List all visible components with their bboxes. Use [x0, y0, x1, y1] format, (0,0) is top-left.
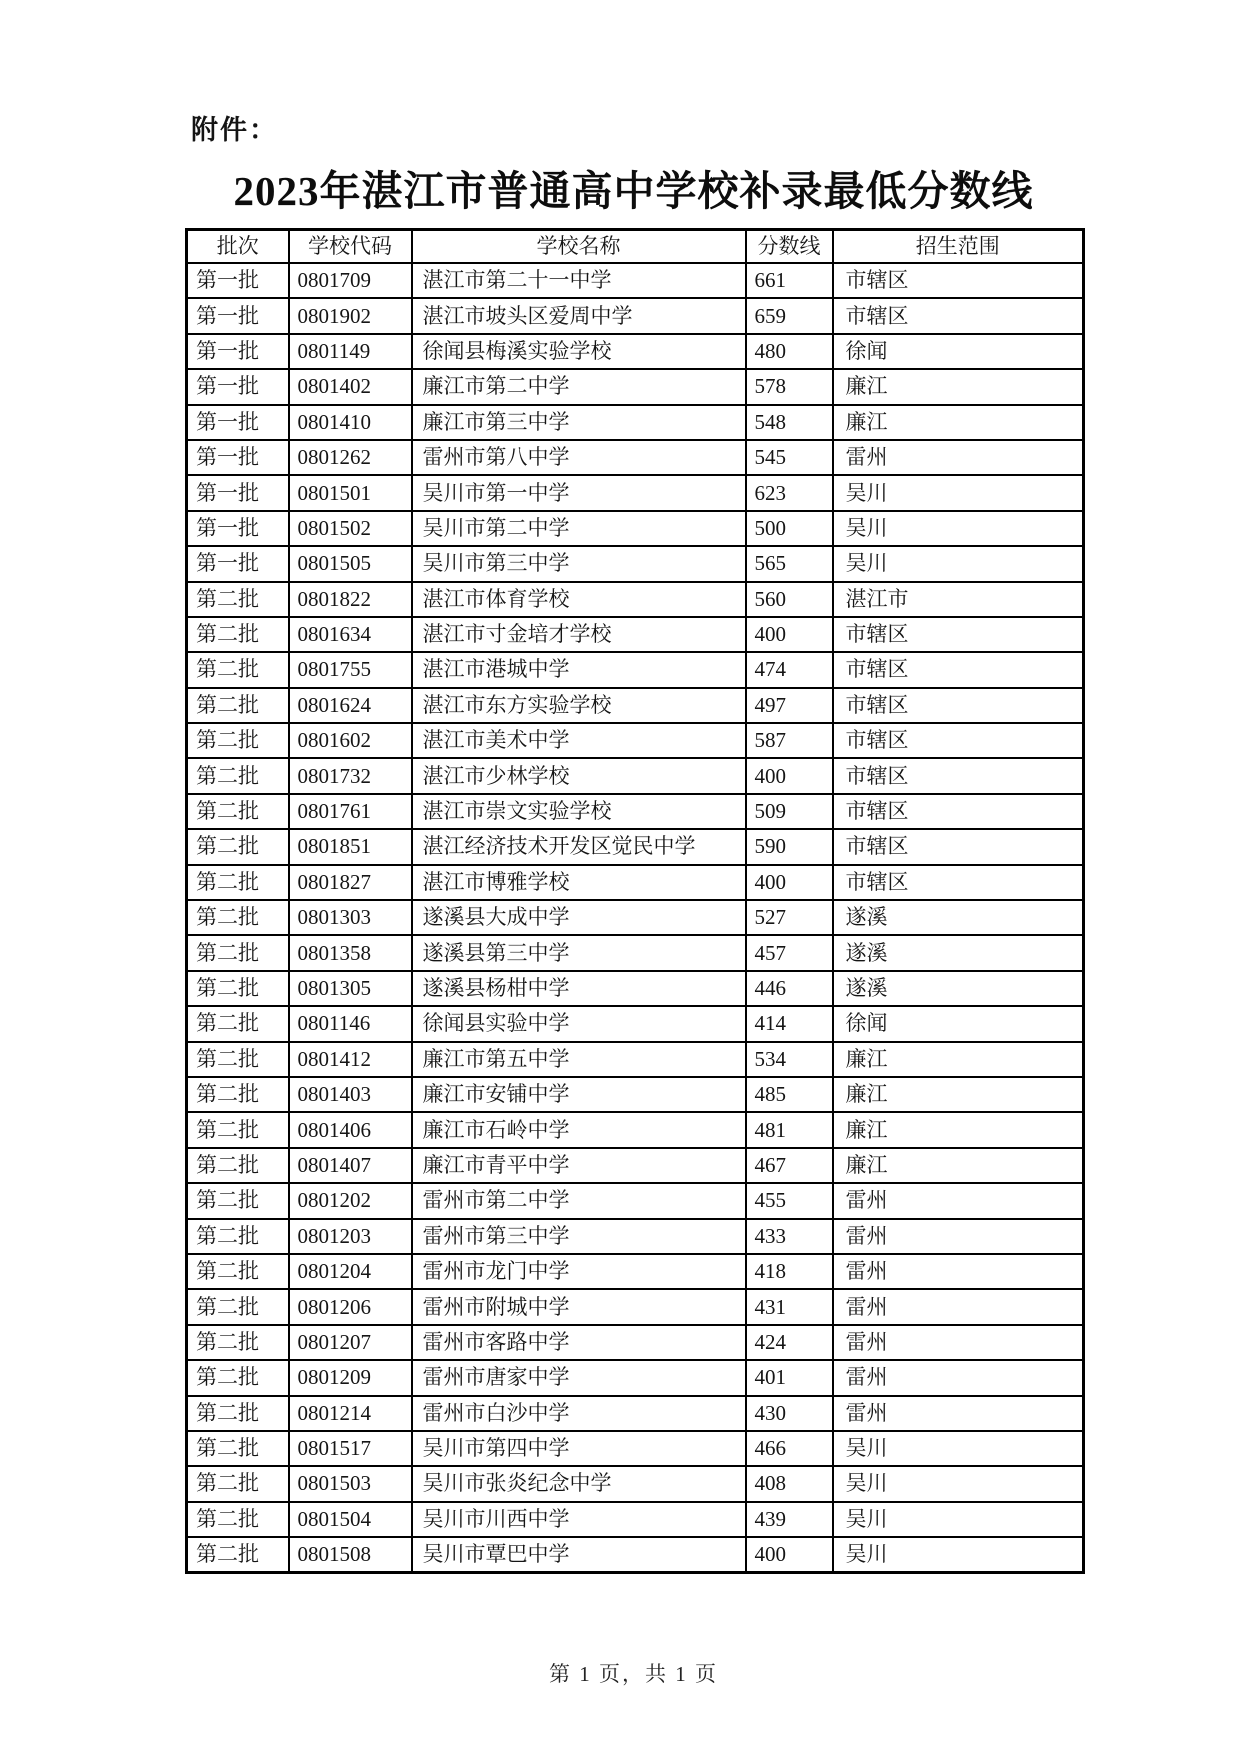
- batch-cell: 第二批: [187, 1431, 289, 1466]
- table-row: [187, 1289, 1084, 1324]
- score-cell: 457: [746, 935, 833, 970]
- school-name-cell: 吴川市川西中学: [412, 1502, 746, 1537]
- batch-cell: 第二批: [187, 1219, 289, 1254]
- table-row: [187, 829, 1084, 864]
- score-cell: 659: [746, 298, 833, 333]
- school-code-cell: 0801517: [289, 1431, 412, 1466]
- batch-cell: 第二批: [187, 758, 289, 793]
- table-row: [187, 511, 1084, 546]
- school-name-cell: 廉江市第五中学: [412, 1042, 746, 1077]
- header-batch: 批次: [187, 230, 289, 264]
- batch-cell: 第二批: [187, 1006, 289, 1041]
- batch-cell: 第一批: [187, 475, 289, 510]
- score-cell: 534: [746, 1042, 833, 1077]
- school-code-cell: 0801206: [289, 1289, 412, 1324]
- scope-cell: 雷州: [833, 440, 1084, 475]
- score-cell: 414: [746, 1006, 833, 1041]
- school-name-cell: 湛江市崇文实验学校: [412, 794, 746, 829]
- school-code-cell: 0801262: [289, 440, 412, 475]
- school-name-cell: 吴川市第三中学: [412, 546, 746, 581]
- batch-cell: 第二批: [187, 688, 289, 723]
- scope-cell: 市辖区: [833, 263, 1084, 298]
- score-cell: 590: [746, 829, 833, 864]
- score-cell: 480: [746, 334, 833, 369]
- table-row: [187, 1396, 1084, 1431]
- school-code-cell: 0801402: [289, 369, 412, 404]
- scope-cell: 吴川: [833, 1502, 1084, 1537]
- school-name-cell: 吴川市第四中学: [412, 1431, 746, 1466]
- school-code-cell: 0801412: [289, 1042, 412, 1077]
- table-row: [187, 1537, 1084, 1573]
- scope-cell: 市辖区: [833, 829, 1084, 864]
- score-cell: 500: [746, 511, 833, 546]
- table-row: [187, 298, 1084, 333]
- scope-cell: 雷州: [833, 1325, 1084, 1360]
- school-code-cell: 0801502: [289, 511, 412, 546]
- score-cell: 509: [746, 794, 833, 829]
- school-name-cell: 湛江市第二十一中学: [412, 263, 746, 298]
- score-cell: 400: [746, 617, 833, 652]
- score-cell: 431: [746, 1289, 833, 1324]
- scope-cell: 廉江: [833, 405, 1084, 440]
- score-cell: 401: [746, 1360, 833, 1395]
- school-name-cell: 廉江市第三中学: [412, 405, 746, 440]
- school-code-cell: 0801209: [289, 1360, 412, 1395]
- batch-cell: 第二批: [187, 1325, 289, 1360]
- batch-cell: 第二批: [187, 1183, 289, 1218]
- school-name-cell: 雷州市第八中学: [412, 440, 746, 475]
- school-code-cell: 0801851: [289, 829, 412, 864]
- table-row: [187, 617, 1084, 652]
- score-cell: 446: [746, 971, 833, 1006]
- scope-cell: 吴川: [833, 475, 1084, 510]
- table-row: [187, 688, 1084, 723]
- scope-cell: 雷州: [833, 1183, 1084, 1218]
- school-name-cell: 湛江市港城中学: [412, 652, 746, 687]
- school-code-cell: 0801204: [289, 1254, 412, 1289]
- scope-cell: 吴川: [833, 1537, 1084, 1573]
- score-cell: 548: [746, 405, 833, 440]
- attachment-label: 附件：: [191, 115, 278, 145]
- score-cell: 474: [746, 652, 833, 687]
- batch-cell: 第二批: [187, 1148, 289, 1183]
- school-code-cell: 0801149: [289, 334, 412, 369]
- table-row: [187, 440, 1084, 475]
- school-name-cell: 吴川市张炎纪念中学: [412, 1466, 746, 1501]
- table-row: [187, 1148, 1084, 1183]
- school-name-cell: 雷州市唐家中学: [412, 1360, 746, 1395]
- table-row: [187, 865, 1084, 900]
- batch-cell: 第二批: [187, 1042, 289, 1077]
- table-row: [187, 1360, 1084, 1395]
- batch-cell: 第二批: [187, 1502, 289, 1537]
- school-code-cell: 0801508: [289, 1537, 412, 1573]
- school-name-cell: 廉江市安铺中学: [412, 1077, 746, 1112]
- batch-cell: 第二批: [187, 1360, 289, 1395]
- header-school-name: 学校名称: [412, 230, 746, 264]
- school-code-cell: 0801501: [289, 475, 412, 510]
- batch-cell: 第二批: [187, 829, 289, 864]
- school-code-cell: 0801732: [289, 758, 412, 793]
- scope-cell: 市辖区: [833, 688, 1084, 723]
- batch-cell: 第二批: [187, 1289, 289, 1324]
- table-row: [187, 1006, 1084, 1041]
- scope-cell: 雷州: [833, 1360, 1084, 1395]
- score-cell: 418: [746, 1254, 833, 1289]
- table-row: [187, 334, 1084, 369]
- batch-cell: 第一批: [187, 546, 289, 581]
- school-code-cell: 0801822: [289, 582, 412, 617]
- scope-cell: 吴川: [833, 546, 1084, 581]
- table-row: [187, 1112, 1084, 1147]
- score-cell: 424: [746, 1325, 833, 1360]
- scope-cell: 徐闻: [833, 1006, 1084, 1041]
- batch-cell: 第一批: [187, 298, 289, 333]
- scope-cell: 雷州: [833, 1219, 1084, 1254]
- batch-cell: 第一批: [187, 440, 289, 475]
- scope-cell: 市辖区: [833, 794, 1084, 829]
- school-code-cell: 0801407: [289, 1148, 412, 1183]
- batch-cell: 第二批: [187, 617, 289, 652]
- school-name-cell: 湛江市坡头区爱周中学: [412, 298, 746, 333]
- scope-cell: 吴川: [833, 1431, 1084, 1466]
- table-row: [187, 971, 1084, 1006]
- batch-cell: 第一批: [187, 511, 289, 546]
- school-name-cell: 徐闻县实验中学: [412, 1006, 746, 1041]
- scope-cell: 湛江市: [833, 582, 1084, 617]
- scope-cell: 廉江: [833, 369, 1084, 404]
- table-row: [187, 1219, 1084, 1254]
- school-code-cell: 0801146: [289, 1006, 412, 1041]
- batch-cell: 第一批: [187, 263, 289, 298]
- school-name-cell: 雷州市附城中学: [412, 1289, 746, 1324]
- score-cell: 400: [746, 1537, 833, 1573]
- scope-cell: 雷州: [833, 1289, 1084, 1324]
- batch-cell: 第一批: [187, 334, 289, 369]
- batch-cell: 第二批: [187, 582, 289, 617]
- school-code-cell: 0801358: [289, 935, 412, 970]
- scope-cell: 雷州: [833, 1396, 1084, 1431]
- school-code-cell: 0801410: [289, 405, 412, 440]
- school-code-cell: 0801303: [289, 900, 412, 935]
- scores-table: [185, 228, 1085, 1574]
- scope-cell: 市辖区: [833, 617, 1084, 652]
- batch-cell: 第一批: [187, 405, 289, 440]
- school-code-cell: 0801634: [289, 617, 412, 652]
- school-code-cell: 0801403: [289, 1077, 412, 1112]
- school-code-cell: 0801902: [289, 298, 412, 333]
- table-row: [187, 652, 1084, 687]
- school-name-cell: 湛江经济技术开发区觉民中学: [412, 829, 746, 864]
- school-name-cell: 雷州市第二中学: [412, 1183, 746, 1218]
- batch-cell: 第二批: [187, 1396, 289, 1431]
- table-row: [187, 1466, 1084, 1501]
- score-cell: 400: [746, 758, 833, 793]
- score-cell: 400: [746, 865, 833, 900]
- school-name-cell: 吴川市第二中学: [412, 511, 746, 546]
- table-row: [187, 1183, 1084, 1218]
- school-code-cell: 0801602: [289, 723, 412, 758]
- table-row: [187, 1042, 1084, 1077]
- batch-cell: 第二批: [187, 971, 289, 1006]
- school-name-cell: 湛江市少林学校: [412, 758, 746, 793]
- school-code-cell: 0801305: [289, 971, 412, 1006]
- school-code-cell: 0801504: [289, 1502, 412, 1537]
- school-code-cell: 0801214: [289, 1396, 412, 1431]
- page-number-footer: 第 1 页，共 1 页: [549, 1662, 718, 1686]
- table-row: [187, 369, 1084, 404]
- table-row: [187, 900, 1084, 935]
- table-row: [187, 1325, 1084, 1360]
- header-score-line: 分数线: [746, 230, 833, 264]
- school-name-cell: 吴川市第一中学: [412, 475, 746, 510]
- school-name-cell: 遂溪县大成中学: [412, 900, 746, 935]
- batch-cell: 第二批: [187, 865, 289, 900]
- batch-cell: 第一批: [187, 369, 289, 404]
- score-cell: 560: [746, 582, 833, 617]
- score-cell: 578: [746, 369, 833, 404]
- score-cell: 467: [746, 1148, 833, 1183]
- score-cell: 545: [746, 440, 833, 475]
- score-cell: 408: [746, 1466, 833, 1501]
- table-row: [187, 794, 1084, 829]
- school-name-cell: 遂溪县第三中学: [412, 935, 746, 970]
- batch-cell: 第二批: [187, 794, 289, 829]
- scope-cell: 廉江: [833, 1148, 1084, 1183]
- table-row: [187, 758, 1084, 793]
- batch-cell: 第二批: [187, 1537, 289, 1573]
- score-cell: 430: [746, 1396, 833, 1431]
- school-name-cell: 湛江市博雅学校: [412, 865, 746, 900]
- table-row: [187, 475, 1084, 510]
- school-code-cell: 0801207: [289, 1325, 412, 1360]
- batch-cell: 第二批: [187, 1254, 289, 1289]
- table-row: [187, 1077, 1084, 1112]
- batch-cell: 第二批: [187, 723, 289, 758]
- scope-cell: 市辖区: [833, 652, 1084, 687]
- school-name-cell: 遂溪县杨柑中学: [412, 971, 746, 1006]
- scope-cell: 遂溪: [833, 935, 1084, 970]
- table-row: [187, 263, 1084, 298]
- scope-cell: 市辖区: [833, 723, 1084, 758]
- school-code-cell: 0801761: [289, 794, 412, 829]
- score-cell: 565: [746, 546, 833, 581]
- table-row: [187, 935, 1084, 970]
- scope-cell: 雷州: [833, 1254, 1084, 1289]
- score-cell: 481: [746, 1112, 833, 1147]
- scope-cell: 廉江: [833, 1112, 1084, 1147]
- school-name-cell: 湛江市东方实验学校: [412, 688, 746, 723]
- school-name-cell: 雷州市第三中学: [412, 1219, 746, 1254]
- school-code-cell: 0801827: [289, 865, 412, 900]
- scope-cell: 遂溪: [833, 971, 1084, 1006]
- school-code-cell: 0801755: [289, 652, 412, 687]
- score-cell: 433: [746, 1219, 833, 1254]
- school-code-cell: 0801202: [289, 1183, 412, 1218]
- table-row: [187, 405, 1084, 440]
- school-code-cell: 0801203: [289, 1219, 412, 1254]
- score-cell: 466: [746, 1431, 833, 1466]
- scope-cell: 廉江: [833, 1077, 1084, 1112]
- score-cell: 439: [746, 1502, 833, 1537]
- score-cell: 485: [746, 1077, 833, 1112]
- school-name-cell: 徐闻县梅溪实验学校: [412, 334, 746, 369]
- school-name-cell: 湛江市寸金培才学校: [412, 617, 746, 652]
- batch-cell: 第二批: [187, 1112, 289, 1147]
- school-code-cell: 0801624: [289, 688, 412, 723]
- school-code-cell: 0801709: [289, 263, 412, 298]
- score-cell: 527: [746, 900, 833, 935]
- scope-cell: 遂溪: [833, 900, 1084, 935]
- score-cell: 587: [746, 723, 833, 758]
- school-name-cell: 廉江市第二中学: [412, 369, 746, 404]
- table-row: [187, 1502, 1084, 1537]
- scope-cell: 廉江: [833, 1042, 1084, 1077]
- school-name-cell: 雷州市白沙中学: [412, 1396, 746, 1431]
- score-cell: 623: [746, 475, 833, 510]
- school-name-cell: 廉江市青平中学: [412, 1148, 746, 1183]
- scope-cell: 吴川: [833, 1466, 1084, 1501]
- table-header-row: [187, 230, 1084, 264]
- page-title: 2023年湛江市普通高中学校补录最低分数线: [233, 168, 1034, 214]
- school-code-cell: 0801505: [289, 546, 412, 581]
- school-name-cell: 雷州市客路中学: [412, 1325, 746, 1360]
- table-row: [187, 1431, 1084, 1466]
- scope-cell: 吴川: [833, 511, 1084, 546]
- batch-cell: 第二批: [187, 1077, 289, 1112]
- header-school-code: 学校代码: [289, 230, 412, 264]
- scope-cell: 徐闻: [833, 334, 1084, 369]
- scope-cell: 市辖区: [833, 758, 1084, 793]
- header-enroll-scope: 招生范围: [833, 230, 1084, 264]
- school-name-cell: 雷州市龙门中学: [412, 1254, 746, 1289]
- school-name-cell: 吴川市覃巴中学: [412, 1537, 746, 1573]
- school-code-cell: 0801406: [289, 1112, 412, 1147]
- school-code-cell: 0801503: [289, 1466, 412, 1501]
- school-name-cell: 湛江市体育学校: [412, 582, 746, 617]
- batch-cell: 第二批: [187, 900, 289, 935]
- scope-cell: 市辖区: [833, 298, 1084, 333]
- score-cell: 497: [746, 688, 833, 723]
- table-row: [187, 546, 1084, 581]
- batch-cell: 第二批: [187, 1466, 289, 1501]
- table-row: [187, 1254, 1084, 1289]
- school-name-cell: 湛江市美术中学: [412, 723, 746, 758]
- batch-cell: 第二批: [187, 935, 289, 970]
- school-name-cell: 廉江市石岭中学: [412, 1112, 746, 1147]
- table-row: [187, 723, 1084, 758]
- table-row: [187, 582, 1084, 617]
- scope-cell: 市辖区: [833, 865, 1084, 900]
- score-cell: 455: [746, 1183, 833, 1218]
- score-cell: 661: [746, 263, 833, 298]
- batch-cell: 第二批: [187, 652, 289, 687]
